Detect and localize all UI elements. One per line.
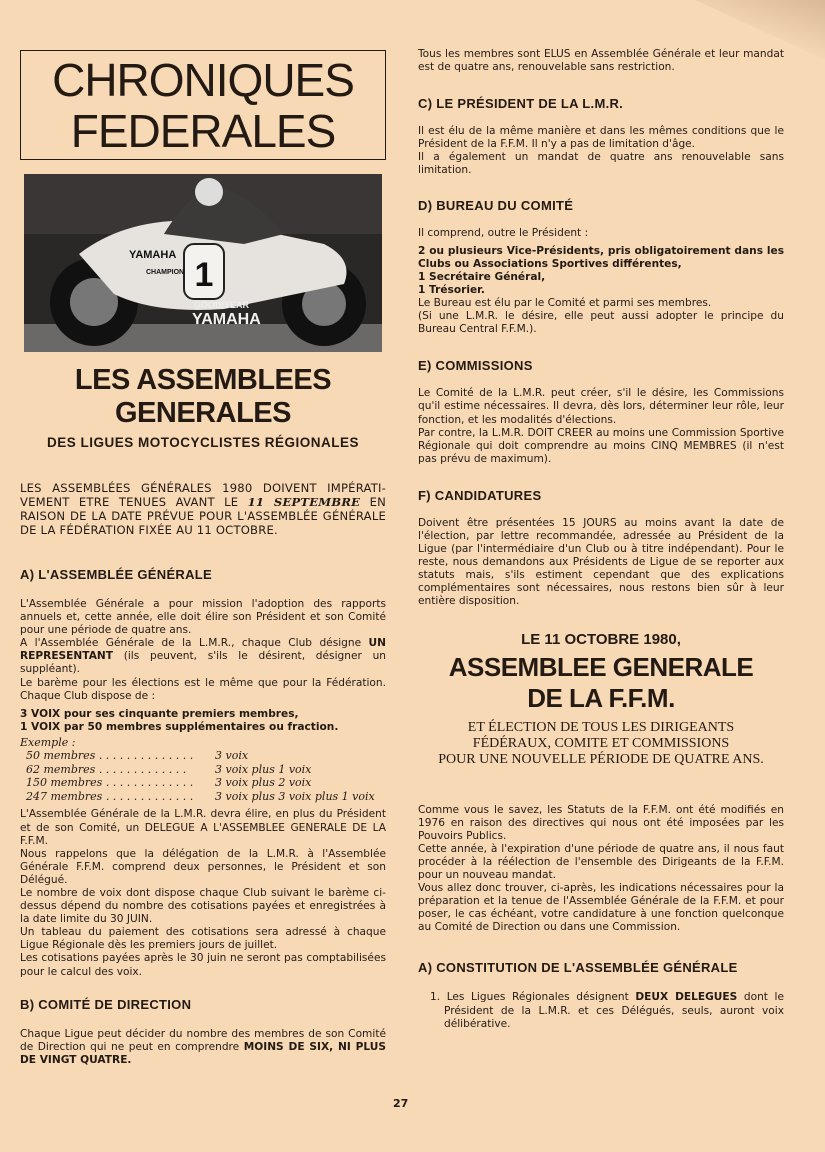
section-e-heading: E) COMMISSIONS: [418, 358, 533, 374]
bureau-treasurer: 1 Trésorier.: [418, 283, 485, 296]
section-a-p7: Un tableau du paiement des cotisations sera adressé à chaque Ligue Régionale dès les premiers jours de juillet.: [20, 926, 386, 952]
example-members: 50 membres . . . . . . . . . . . . . .: [26, 749, 194, 763]
right-column: [418, 48, 784, 1031]
section-b-text: Chaque Ligue peut décider du nombre des membres de son Comité de Direction qui ne peut en comprendre: [20, 1027, 386, 1053]
bureau-secretary: 1 Secrétaire Général,: [418, 270, 546, 283]
section-d-bold-2: [418, 271, 784, 284]
decal-text: CHAMPION: [146, 269, 185, 276]
title-line-1: CHRONIQUES: [52, 54, 354, 106]
section-a-p5: Nous rappelons que la délégation de la L.M.R. à l'Assemblée Générale F.F.M. comprend deux personnes, le Président et son Délégué.: [20, 847, 386, 886]
intro-paragraph: [20, 481, 386, 537]
main-headline: [20, 364, 386, 430]
section-b-heading: B) COMITÉ DE DIRECTION: [20, 996, 192, 1012]
section-a-p2-text-end: (ils peuvent, s'ils le désirent, désigner un suppléant).: [20, 650, 386, 676]
motorcycle-photo-drawing: [24, 174, 382, 352]
ffm-p1: Comme vous le savez, les Statuts de la F.F.M. ont été modifiés en 1976 en raison des directives qui nous ont été imposées par les Pouvoirs Publics.: [418, 803, 784, 842]
section-d-p1: Il comprend, outre le Président :: [418, 226, 589, 239]
section-f-heading: F) CANDIDATURES: [418, 487, 542, 503]
election-line-1: ET ÉLECTION DE TOUS LES DIRIGEANTS: [467, 719, 735, 735]
side-brand: YAMAHA: [192, 311, 261, 328]
sub-headline: DES LIGUES MOTOCYCLISTES RÉGIONALES: [46, 435, 360, 450]
section-b-bold: MOINS DE SIX, NI PLUS DE VINGT QUATRE.: [20, 1040, 386, 1066]
intro-date: 11 SEPTEMBRE: [247, 495, 361, 509]
ffm-p3: Vous allez donc trouver, ci-après, les indications nécessaires pour la préparation et la tenue de l'Assemblée Générale de la F.F.M. et pour poser, le cas échéant, votre candidature à une fonction quelconque au Comité de Direction ou dans une Commission.: [418, 882, 784, 934]
section-c-p1: Il est élu de la même manière et dans les mêmes conditions que le Président de la F.F.M. Il n'y a pas de limitation d'âge.: [418, 125, 784, 151]
section-d-bold-1: [418, 245, 784, 271]
list-item-bold: DEUX DELEGUES: [635, 991, 738, 1004]
tyre-brand: GOOD/YEAR: [194, 300, 250, 310]
section-a2-heading: A) CONSTITUTION DE L'ASSEMBLÉE GÉNÉRALE: [418, 960, 738, 976]
section-d-p3: (Si une L.M.R. le désire, elle peut aussi adopter le principe du Bureau Central F.F.M.).: [418, 310, 784, 336]
example-row: [20, 776, 386, 790]
left-column: [20, 50, 386, 1067]
section-e-p2: Par contre, la L.M.R. DOIT CREER au moins une Commission Sportive Régionale qui doit comprendre au moins CINQ MEMBRES (il n'est pas prévu de maximum).: [418, 426, 784, 465]
example-row: [20, 749, 386, 763]
headline-line-2: GENERALES: [115, 397, 291, 429]
title-line-2: FEDERALES: [70, 105, 336, 157]
section-c-heading: C) LE PRÉSIDENT DE LA L.M.R.: [418, 96, 624, 112]
page-number: 27: [393, 1097, 409, 1110]
section-a-p8: Les cotisations payées après le 30 juin ne seront pas comptabilisées pour le calcul des voix.: [20, 952, 386, 978]
example-votes: 3 voix plus 3 voix plus 1 voix: [215, 789, 375, 803]
section-c-p2: Il a également un mandat de quatre ans renouvelable sans limitation.: [418, 151, 784, 177]
section-a-p4: L'Assemblée Générale de la L.M.R. devra élire, en plus du Président et de son Comité, un DELEGUE A L'ASSEMBLEE GENERALE DE LA F.F.M.: [20, 808, 386, 847]
section-d-body: [418, 227, 784, 337]
example-members: 150 membres . . . . . . . . . . . . .: [26, 776, 194, 790]
section-d-p2: Le Bureau est élu par le Comité et parmi ses membres.: [418, 297, 712, 310]
bold-votes-2: 1 VOIX par 50 membres supplémentaires ou fraction.: [20, 720, 339, 733]
right-top-paragraph: Tous les membres sont ELUS en Assemblée Générale et leur mandat est de quatre ans, renouvelable sans restriction.: [418, 48, 784, 74]
section-a-bold-2: [20, 721, 386, 734]
section-a-p6: Le nombre de voix dont dispose chaque Club suivant le barème ci-dessus dépend du nombre des cotisations payées et enregistrées à la date limite du 30 JUIN.: [20, 887, 386, 926]
bold-votes-1: 3 VOIX pour ses cinquante premiers membres,: [20, 707, 299, 720]
list-item: [418, 991, 784, 1030]
fairing-brand: YAMAHA: [129, 249, 177, 261]
election-subheading: [418, 720, 784, 768]
section-title-box: [20, 50, 386, 160]
example-votes: 3 voix plus 1 voix: [215, 762, 312, 776]
ffm-headline-line-1: ASSEMBLEE GENERALE: [448, 651, 754, 682]
date-headline: LE 11 OCTOBRE 1980,: [521, 630, 681, 648]
section-a-p2: [20, 637, 386, 676]
list-item-text: 1. Les Ligues Régionales désignent: [430, 991, 636, 1004]
example-row: [20, 763, 386, 777]
ffm-headline-line-2: DE LA F.F.M.: [527, 682, 675, 713]
section-f-p1: Doivent être présentées 15 JOURS au moins avant la date de l'élection, par lettre recommandée, adressée au Président de la Ligue (par l'intermédiaire d'un Club ou à titre indépendant). Pour le reste, nous demandons aux Présidents de Ligue de se reporter aux statuts mais, s'ils estiment cependant que des explications complémentaires sont nécessaires, nous restons bien sûr à leur entière disposition.: [418, 516, 784, 608]
election-line-3: POUR UNE NOUVELLE PÉRIODE DE QUATRE ANS.: [438, 751, 764, 767]
section-c-body: [418, 125, 784, 177]
election-line-2: FÉDÉRAUX, COMITE ET COMMISSIONS: [472, 735, 730, 751]
section-a-p2-text: A l'Assemblée Générale de la L.M.R., chaque Club désigne: [20, 637, 369, 650]
section-a-body: [20, 598, 386, 979]
section-a-p3: Le barème pour les élections est le même que pour la Fédération. Chaque Club dispose de :: [20, 676, 386, 702]
example-row: [20, 790, 386, 804]
example-block: [20, 736, 386, 804]
section-a-heading: A) L'ASSEMBLÉE GÉNÉRALE: [20, 567, 213, 582]
example-members: 247 membres . . . . . . . . . . . . .: [26, 789, 194, 803]
section-d-heading: D) BUREAU DU COMITÉ: [418, 197, 574, 213]
section-b-p1: [20, 1028, 386, 1067]
ffm-headline: [418, 652, 784, 714]
example-label: Exemple :: [20, 735, 76, 749]
headline-line-1: LES ASSEMBLEES: [74, 364, 332, 396]
intro-text-1: LES ASSEMBLÉES GÉNÉRALES 1980 DOIVENT IMPÉRATI-VEMENT ETRE TENUES AVANT LE: [20, 481, 386, 509]
bureau-vice-presidents: 2 ou plusieurs Vice-Présidents, pris obligatoirement dans les Clubs ou Associations Sportives différentes,: [418, 244, 784, 270]
example-votes: 3 voix plus 2 voix: [215, 776, 312, 790]
section-a-bold-1: [20, 708, 386, 721]
section-a-p1: L'Assemblée Générale a pour mission l'adoption des rapports annuels et, cette année, elle doit élire son Président et son Comité pour une période de quatre ans.: [20, 598, 386, 637]
section-d-bold-3: [418, 284, 784, 297]
list-item-text-end: dont le Président de la L.M.R. et ces Délégués, seuls, auront voix délibérative.: [444, 991, 784, 1030]
motorcycle-photo: [24, 174, 382, 352]
section-e-p1: Le Comité de la L.M.R. peut créer, s'il le désire, les Commissions qu'il estime nécessaires. Il devra, dès lors, déterminer leur rôle, leur fonction, et les modalités d'élections.: [418, 387, 784, 426]
ffm-p2: Cette année, à l'expiration d'une période de quatre ans, il nous faut procéder à la réélection de l'ensemble des Dirigeants de la F.F.M. pour un nouveau mandat.: [418, 842, 784, 881]
section-a-p2-bold: UN REPRESENTANT: [20, 637, 386, 663]
example-members: 62 membres . . . . . . . . . . . . .: [26, 762, 187, 776]
race-number: 1: [194, 256, 214, 294]
ffm-body: [418, 804, 784, 935]
example-votes: 3 voix: [215, 749, 249, 763]
section-e-body: [418, 387, 784, 466]
intro-text-2: EN RAISON DE LA DATE PRÉVUE POUR L'ASSEMBLÉE GÉNÉRALE DE LA FÉDÉRATION FIXÉE AU 11 OCTOBRE.: [20, 495, 386, 537]
